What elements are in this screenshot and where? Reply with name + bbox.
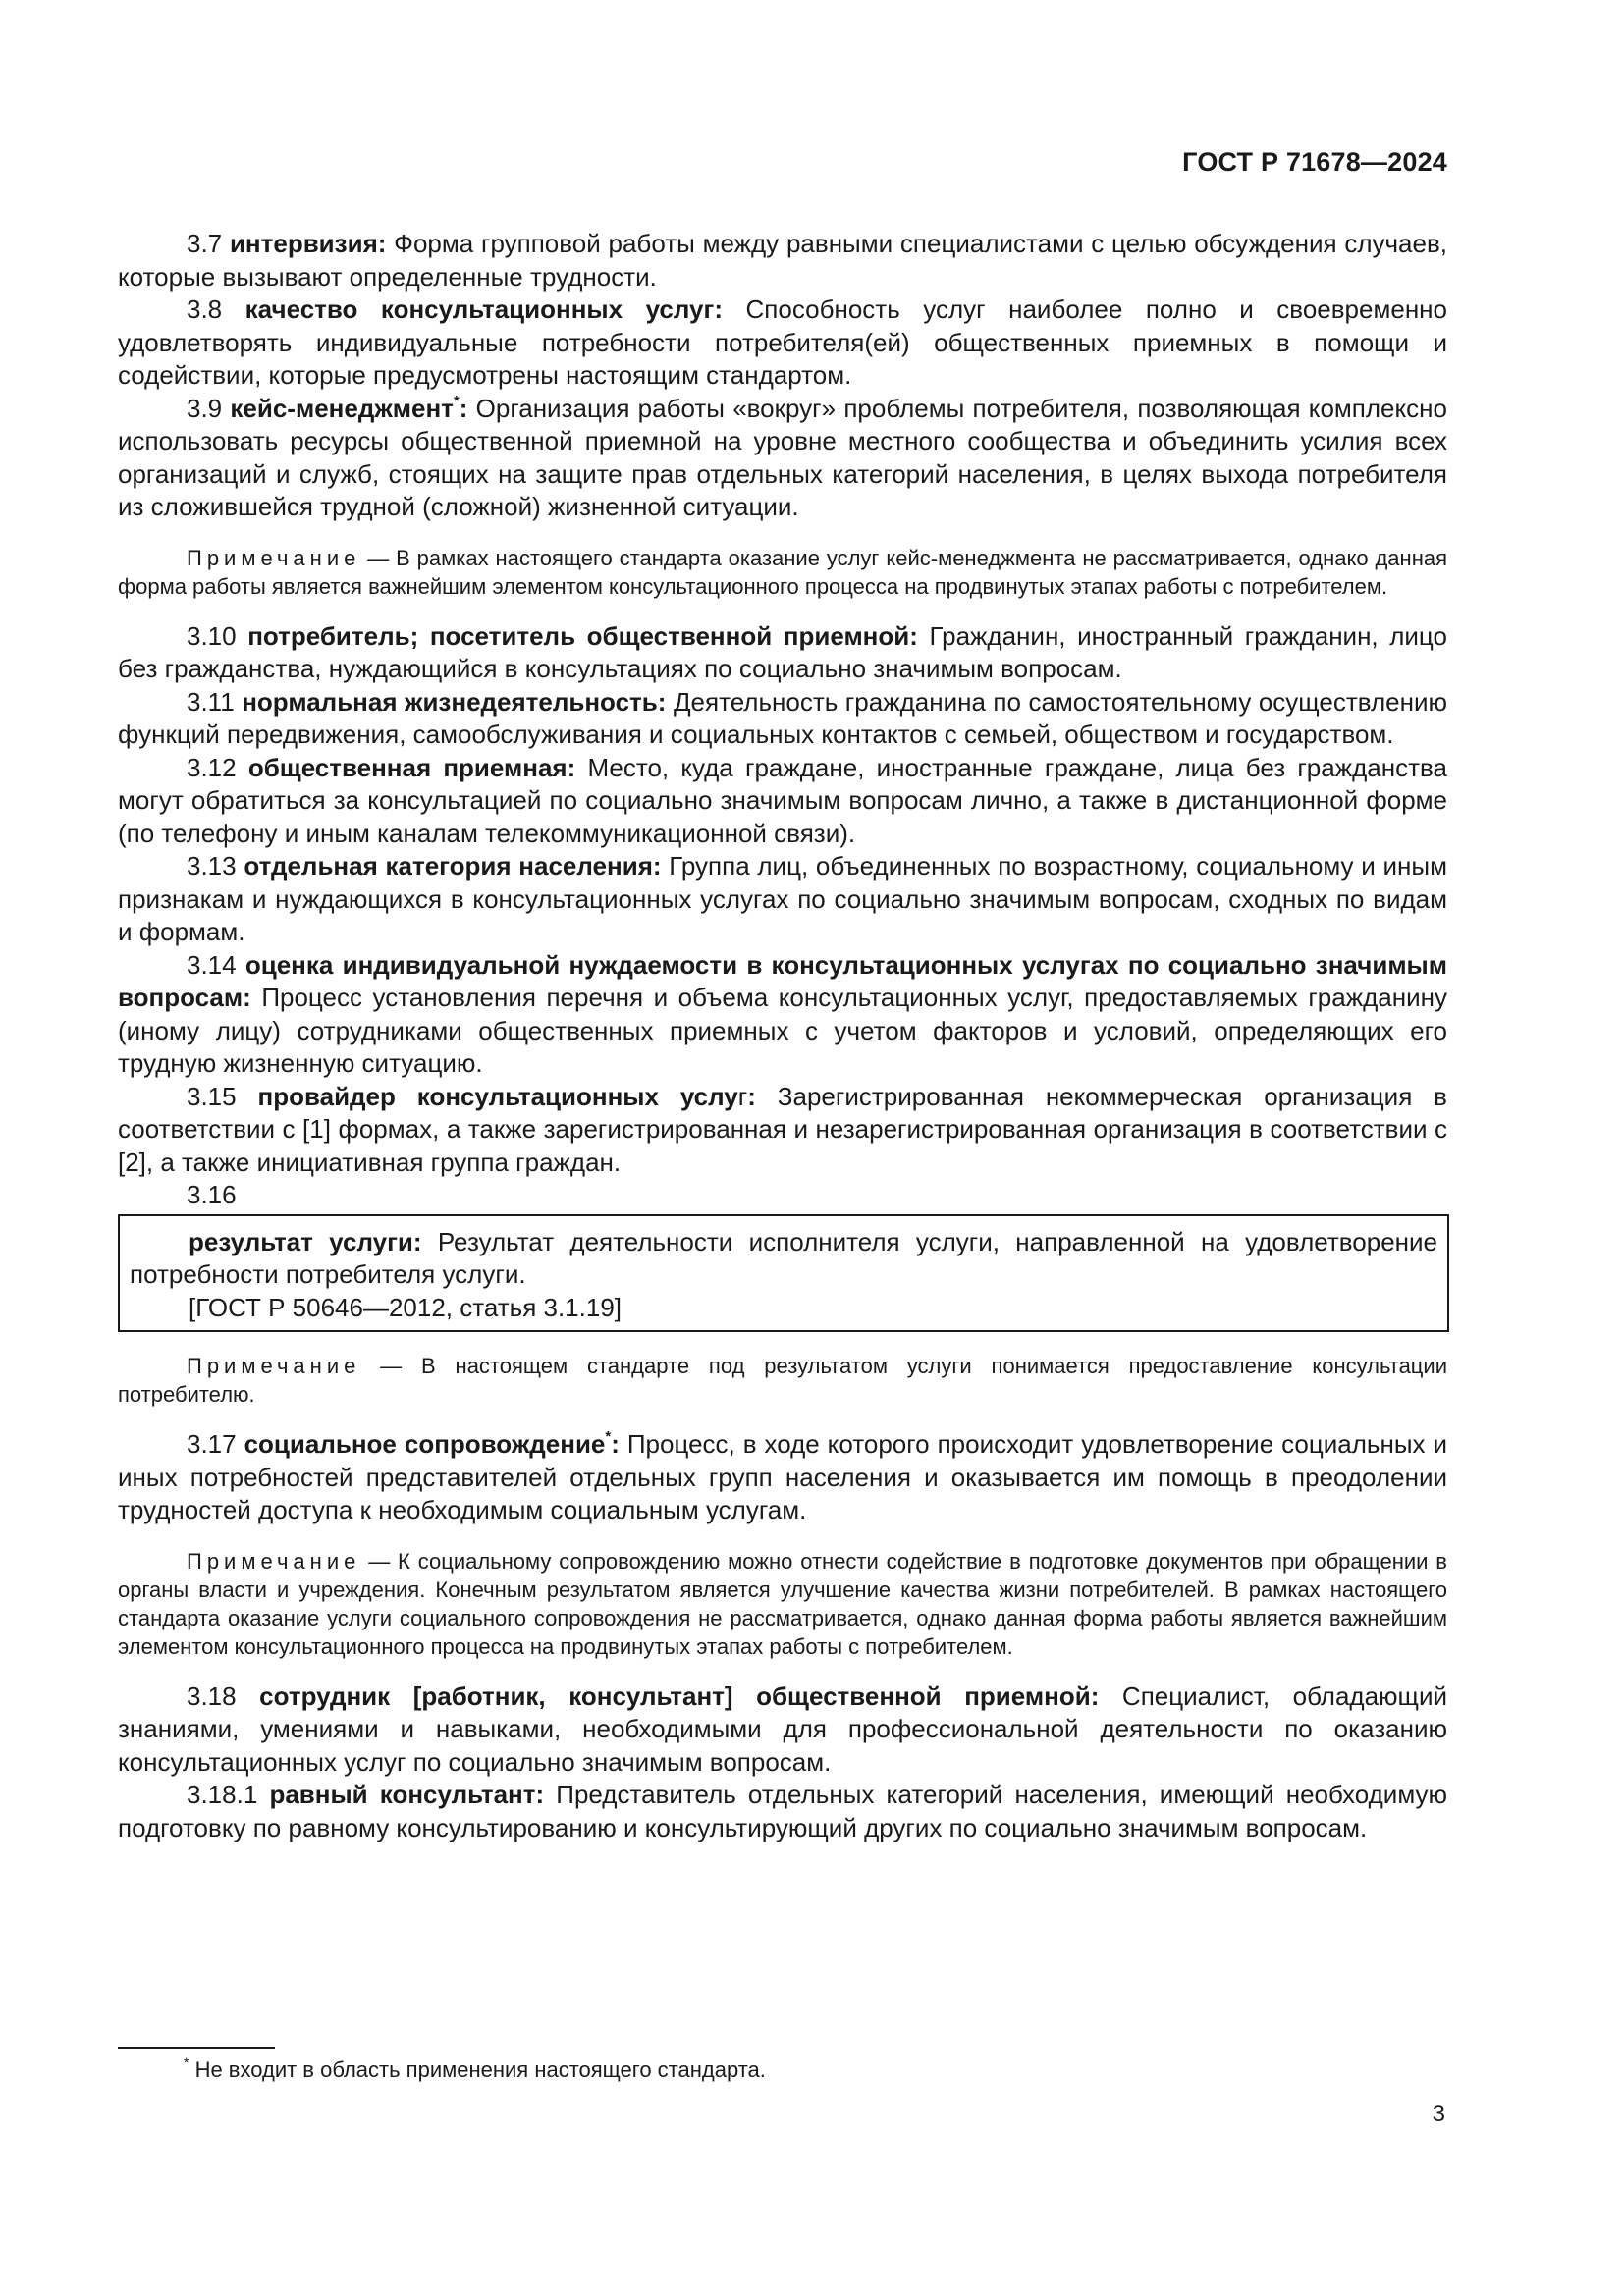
definition-term — [230, 394, 467, 423]
note-label: Примечание — [187, 1354, 361, 1378]
note-label: Примечание — [187, 545, 361, 570]
definition-3-13 — [118, 850, 1447, 949]
definition-text: Организация работы «вокруг» проблемы потребителя, позволяющая комплексно использовать ресурсы общественной приемной на уровне местного сообщества и объединить усилия всех организаций и служб, стоящих на защите прав отдельных категорий населения, в целях выхода потребителя из сложившейся трудной (сложной) жизненной ситуации. — [118, 393, 1447, 521]
note-case-management — [118, 544, 1447, 601]
definition-term-text: социальное сопровождение — [244, 1429, 606, 1459]
definition-term: потребитель; посетитель общественной приемной: — [247, 620, 918, 651]
quoted-definition-box — [118, 1214, 1449, 1333]
definition-term-colon: : — [611, 1429, 620, 1459]
footnote-marker: * — [605, 1428, 612, 1446]
page-number: 3 — [1432, 2101, 1445, 2127]
definition-number: 3.10 — [187, 620, 237, 651]
definition-number: 3.15 — [187, 1081, 237, 1111]
definition-3-11 — [118, 686, 1447, 752]
note-text: — К социальному сопровождению можно отнести содействие в подготовке документов при обращении в органы власти и учреждения. Конечным результатом является улучшение качества жизни потребителей. В рамках настоящего стандарта оказание услуги социального сопровождения не рассматривается, однако данная форма работы является важнейшим элементом консультационного процесса на продвинутых этапах работы с потребителем. — [118, 1548, 1447, 1659]
definition-term: интервизия: — [229, 229, 387, 258]
definition-3-17 — [118, 1428, 1447, 1527]
footnote-marker: * — [453, 392, 460, 409]
note-social-support — [118, 1547, 1447, 1661]
boxed-term: результат услуги: — [189, 1226, 422, 1256]
note-label: Примечание — [187, 1548, 361, 1574]
footnote-text: Не входит в область применения настоящего стандарта. — [189, 2057, 766, 2082]
definition-term: равный консультант: — [269, 1780, 545, 1809]
definition-3-16 — [118, 1179, 1447, 1212]
definition-text: Специалист, обладающий знаниями, умениями и навыками, необходимыми для профессиональной деятельности по оказанию консультационных услуг по социально значимым вопросам. — [118, 1681, 1447, 1777]
definition-term-text: кейс-менеджмент — [230, 393, 454, 423]
definition-term: провайдер консультационных услу — [257, 1081, 738, 1111]
footnote-divider — [118, 2047, 275, 2049]
definition-number: 3.18.1 — [187, 1780, 258, 1809]
definitions-body — [118, 228, 1447, 1844]
definition-3-12 — [118, 752, 1447, 851]
definition-number: 3.8 — [187, 294, 223, 324]
definition-term: отдельная категория населения: — [244, 851, 662, 881]
definition-term-colon: : — [747, 1081, 756, 1111]
definition-term: общественная приемная: — [247, 752, 576, 782]
definition-number: 3.16 — [187, 1180, 237, 1209]
quoted-definition-box-wrap — [118, 1214, 1447, 1333]
definition-number: 3.13 — [187, 851, 237, 881]
definition-text: Зарегистрированная некоммерческая организация в соответствии с [1] формах, а также зарегистрированная и незарегистрированная организация в соответствии с [2], а также инициативная группа граждан. — [118, 1081, 1447, 1177]
note-service-result — [118, 1352, 1447, 1409]
definition-text: Представитель отдельных категорий населения, имеющий необходимую подготовку по равному консультированию и консультирующий других по социально значимым вопросам. — [118, 1780, 1447, 1842]
document-header: ГОСТ Р 71678—2024 — [1182, 147, 1447, 177]
definition-3-9 — [118, 393, 1447, 524]
definition-text: Способность услуг наиболее полно и своевременно удовлетворять индивидуальные потребности потребителя(ей) общественных приемных в помощи и содействии, которые предусмотрены настоящим стандартом. — [118, 294, 1447, 390]
boxed-source: [ГОСТ Р 50646—2012, статья 3.1.19] — [189, 1292, 623, 1322]
definition-number: 3.11 — [187, 686, 235, 717]
definition-term: оценка индивидуальной нуждаемости в консультационных услугах по социально значимым вопросам: — [118, 949, 1447, 1012]
definition-text: Деятельность гражданина по самостоятельному осуществлению функций передвижения, самообслуживания и социальных контактов с семьей, обществом и государством. — [118, 686, 1447, 749]
note-text: — В настоящем стандарте под результатом услуги понимается предоставление консультации потребителю. — [118, 1354, 1447, 1407]
footnote — [184, 2056, 766, 2085]
definition-text: Процесс установления перечня и объема консультационных услуг, предоставляемых гражданину (иному лицу) сотрудниками общественных приемных с учетом факторов и условий, определяющих его трудную жизненную ситуацию. — [118, 983, 1447, 1078]
note-text: — В рамках настоящего стандарта оказание услуг кейс-менеджмента не рассматривается, однако данная форма работы является важнейшим элементом консультационного процесса на продвинутых этапах работы с потребителем. — [118, 545, 1447, 599]
definition-term-colon: : — [459, 393, 468, 423]
definition-number: 3.17 — [187, 1429, 237, 1459]
definition-3-14 — [118, 949, 1447, 1081]
definition-term: качество консультационных услуг: — [244, 294, 723, 324]
definition-term — [244, 1429, 620, 1459]
definition-term: нормальная жизнедеятельность: — [242, 686, 667, 717]
definition-3-10 — [118, 620, 1447, 686]
boxed-definition — [130, 1226, 1437, 1292]
definition-3-15 — [118, 1081, 1447, 1180]
definition-term-plain: г — [737, 1081, 748, 1111]
definition-number: 3.12 — [187, 752, 237, 782]
definition-number: 3.7 — [187, 229, 223, 258]
definition-text: Место, куда граждане, иностранные граждане, лица без гражданства могут обратиться за консультацией по социально значимым вопросам лично, а также в дистанционной форме (по телефону и иным каналам телекоммуникационной связи). — [118, 752, 1447, 848]
definition-number: 3.14 — [187, 949, 237, 980]
definition-3-8 — [118, 294, 1447, 393]
definition-term: сотрудник [работник, консультант] общественной приемной: — [259, 1681, 1100, 1711]
boxed-text: Результат деятельности исполнителя услуги, направленной на удовлетворение потребности потребителя услуги. — [130, 1226, 1437, 1289]
definition-number: 3.9 — [187, 393, 223, 423]
definition-text: Гражданин, иностранный гражданин, лицо без гражданства, нуждающийся в консультациях по социально значимым вопросам. — [118, 620, 1447, 683]
definition-text: Процесс, в ходе которого происходит удовлетворение социальных и иных потребностей представителей отдельных групп населения и оказывается им помощь в преодолении трудностей доступа к необходимым социальным услугам. — [118, 1429, 1447, 1524]
definition-3-7 — [118, 228, 1447, 294]
definition-number: 3.18 — [187, 1681, 237, 1711]
definition-text: Форма групповой работы между равными специалистами с целью обсуждения случаев, которые вызывают определенные трудности. — [118, 229, 1447, 292]
definition-3-18-1 — [118, 1779, 1447, 1844]
definition-text: Группа лиц, объединенных по возрастному, социальному и иным признакам и нуждающихся в консультационных услугах по социально значимым вопросам, сходных по видам и формам. — [118, 851, 1447, 946]
footnote-marker: * — [184, 2054, 189, 2070]
definition-3-18 — [118, 1681, 1447, 1780]
